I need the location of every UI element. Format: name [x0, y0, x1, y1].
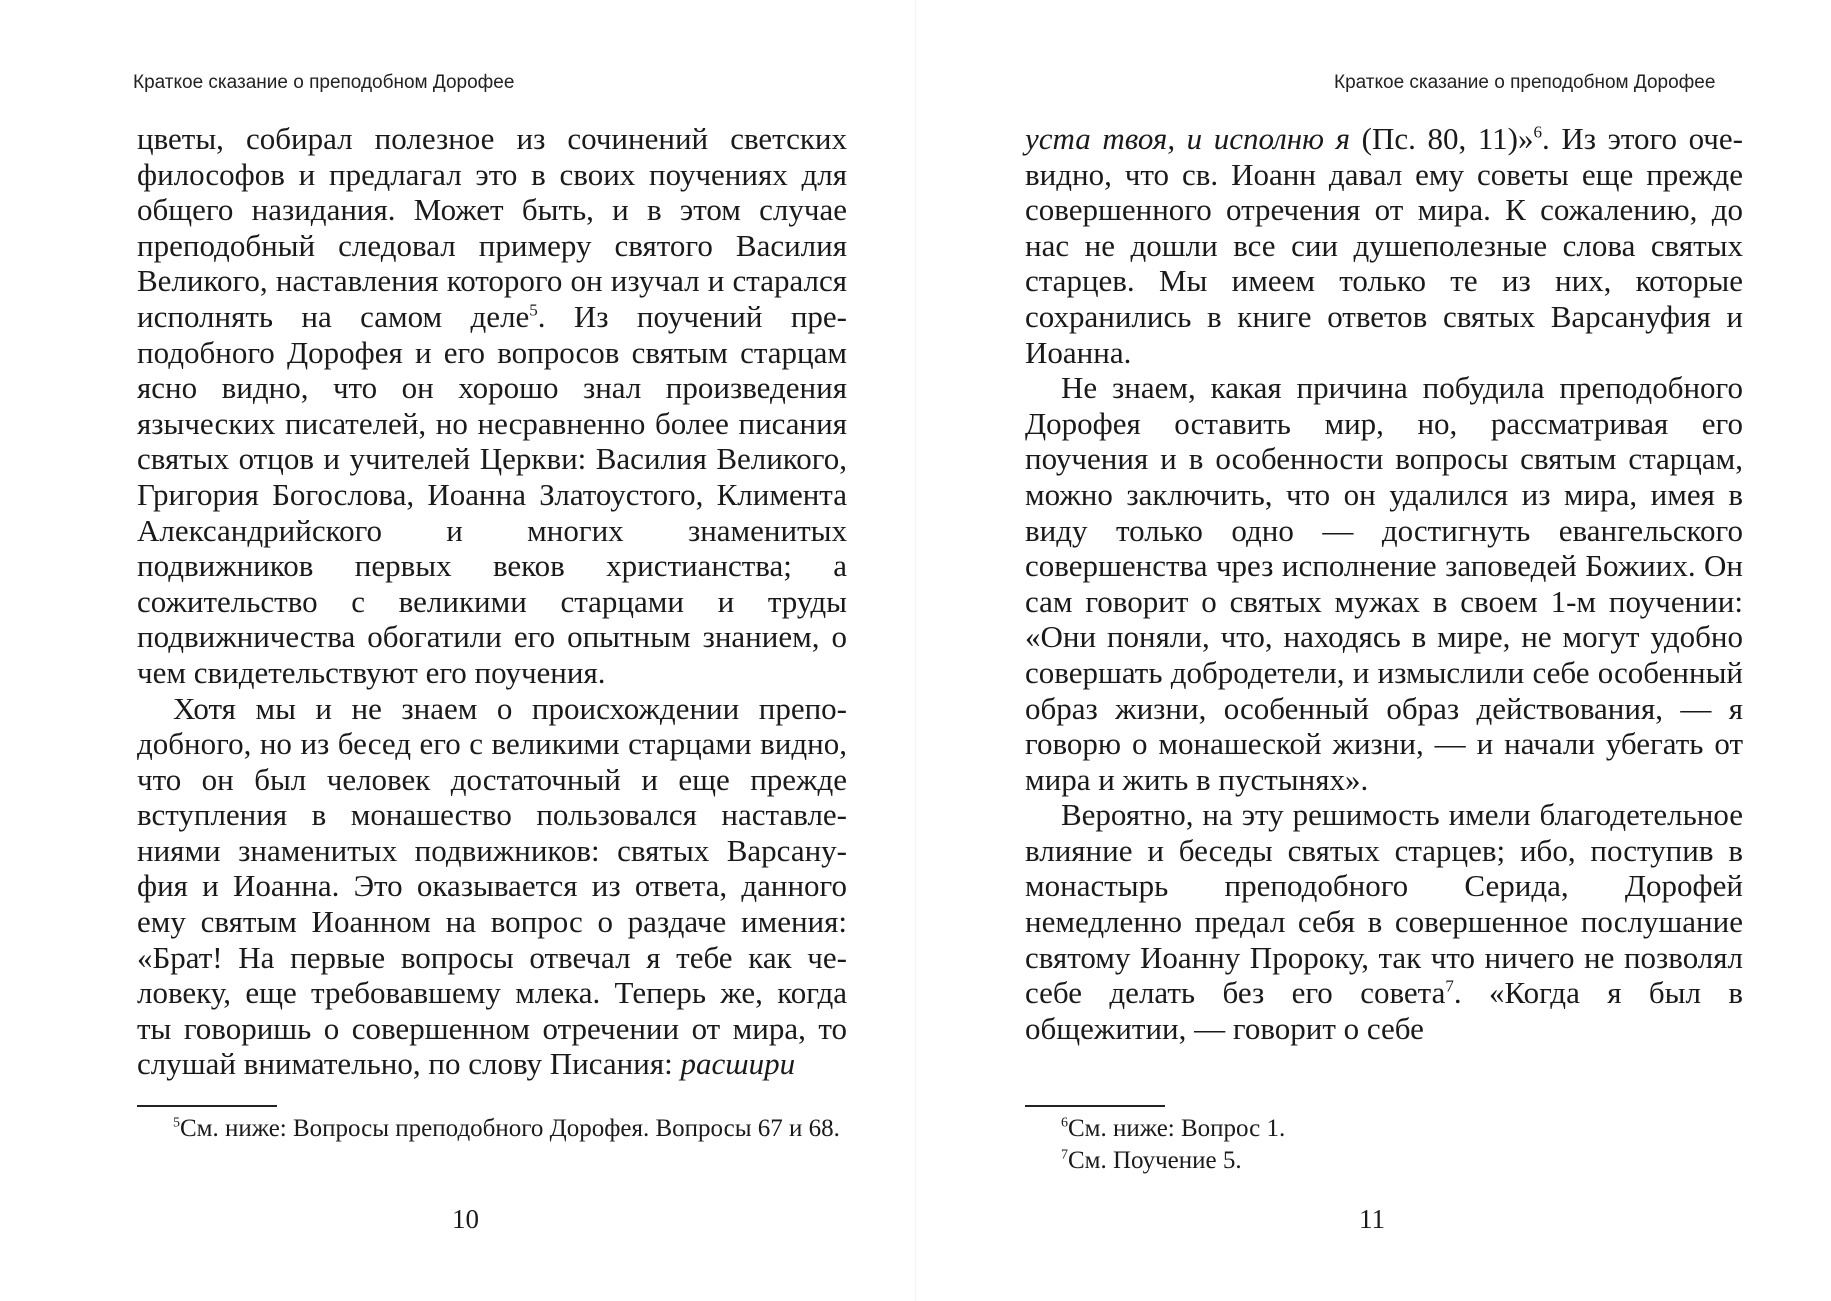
paragraph: Вероятно, на эту решимость имели благодетельное влияние и беседы святых старцев; ибо, поступив в монастырь преподобного Серида, Дорофей немедленно предал себя в совершенное послушание святому Иоанну Пророку, так что ничего не позволял себе делать без его совета$^7$. «Когда я был в общежитии, — говорит о себе: [1025, 797, 1743, 1046]
footnote-ref: 5: [529, 300, 538, 320]
page-number: 10: [452, 1204, 479, 1234]
footnotes: [137, 1113, 847, 1145]
paragraph: Не знаем, какая причина побудила преподобного Дорофея оставить мир, но, рассматривая его поучения и в особенности вопросы святым старцам, можно заключить, что он удалился из мира, имея в виду только одно — достигнуть евангельского совершенства чрез исполнение заповедей Божиих. Он сам говорит о святых мужах в своем 1-м поучении: «Они поняли, что, находясь в мире, не могут удобно совершать добродетели, и измыслили себе особенный образ жизни, особенный образ действования, — я говорю о монашеской жизни, — и начали убегать от мира и жить в пустынях».: [1025, 370, 1743, 797]
footnote-rule: [137, 1105, 277, 1107]
footnotes: [1025, 1113, 1743, 1177]
running-head: Краткое сказание о преподобном Дорофее: [133, 72, 515, 93]
left-page: [0, 0, 915, 1301]
footnote-rule: [1025, 1105, 1165, 1107]
body-text: [1025, 121, 1743, 1046]
footnote: $^7$См. Поучение 5.: [1061, 1147, 1242, 1174]
page-number: 11: [1359, 1204, 1385, 1234]
paragraph: Хотя мы и не знаем о происхождении преподобного, но из бесед его с великими старцами видно, что он был человек достаточный и еще прежде вступления в монашество пользовался наставлениями знаменитых подвижников: святых Варсануфия и Иоанна. Это оказывается из ответа, данного ему святым Иоанном на вопрос о раздаче имения: «Брат! На первые вопросы отвечал я тебе как человеку, еще требовавшему млека. Теперь же, когда ты говоришь о совершенном отречении от мира, то слушай внимательно, по слову Писания: расшири: [137, 690, 847, 1082]
running-head: Краткое сказание о преподобном Дорофее: [1334, 72, 1716, 93]
right-page: [916, 0, 1831, 1301]
paragraph: цветы, собирал полезное из сочинений светских философов и предлагал это в своих поучениях для общего назидания. Может быть, и в этом случае преподобный следовал примеру святого Василия Великого, наставления которого он изучал и старался исполнять на самом деле$^5$. Из поучений преподобного Дорофея и его вопросов святым старцам ясно видно, что он хорошо знал произведения языческих писателей, но несравненно более писания святых отцов и учителей Церкви: Василия Великого, Григория Богослова, Иоанна Златоустого, Климента Александрийского и многих знаменитых подвижников первых веков христианства; а сожительство с великими старцами и труды подвижничества обогатили его опытным знанием, о чем свидетельствуют его поучения.: [137, 121, 847, 690]
paragraph: уста твоя, и исполню я (Пс. 80, 11)»$^6$. Из этого очевидно, что св. Иоанн давал ему советы еще прежде совершенного отречения от мира. К сожалению, до нас не дошли все сии душеполезные слова святых старцев. Мы имеем только те из них, которые сохранились в книге ответов святых Варсануфия и Иоанна.: [1025, 121, 1743, 370]
footnote-ref: 6: [1533, 122, 1543, 142]
footnote-ref: 7: [1445, 976, 1454, 996]
body-text: [137, 121, 847, 1082]
footnote: $^5$См. ниже: Вопросы преподобного Дорофея. Вопросы 67 и 68.: [173, 1115, 840, 1142]
footnote: $^6$См. ниже: Вопрос 1.: [1061, 1115, 1286, 1142]
